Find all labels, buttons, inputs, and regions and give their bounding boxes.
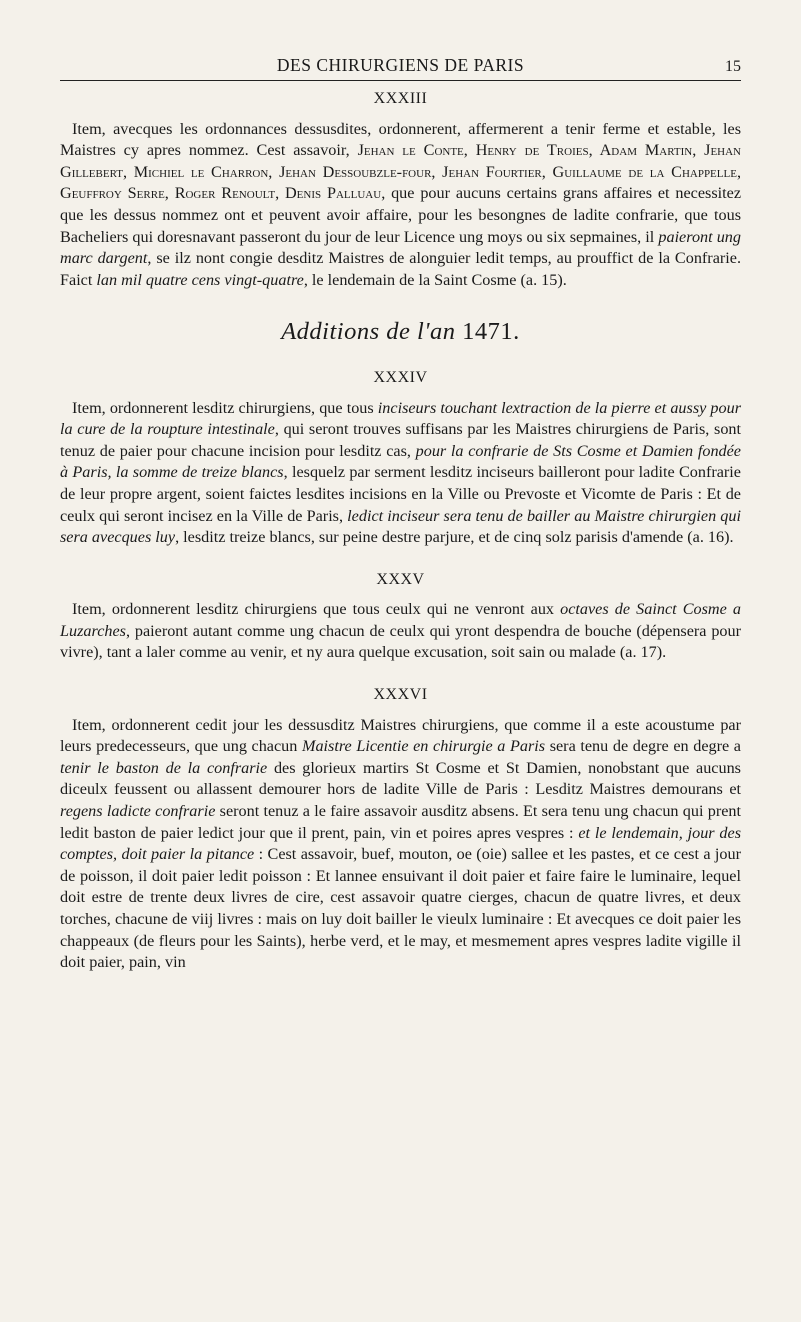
names-small-caps: Jehan le Conte, Henry de Troies, Adam Martin, Jehan Gillebert, Michiel le Charron, Jehan Dessoubzle-four, Jehan Fourtier, Guillaume de la Chappelle, Geuffroy Serre, Roger Renoult, Denis Palluau bbox=[60, 141, 741, 203]
italic-run: Maistre Licentie en chirurgie a Paris bbox=[301, 737, 546, 756]
running-head bbox=[60, 52, 741, 81]
italic-run: tenir le baston de la confrarie bbox=[60, 758, 268, 777]
text-run: seront tenuz a le faire assavoir ausditz absens. Et sera tenu ung chacun qui prent ledit baston de paier ledict jour que il prent, pain, vin et poires apres vespres : bbox=[60, 802, 741, 842]
section-number: XXXIV bbox=[373, 368, 428, 386]
section-paragraph bbox=[60, 398, 741, 549]
text-run: , se ilz nont congie desditz Maistres de alonguier ledit temps, au prouffict de la Confrarie. Faict bbox=[60, 249, 741, 289]
additions-heading bbox=[60, 318, 741, 346]
italic-run: inciseurs touchant lextraction de la pierre et aussy pour la cure de la roupture intestinale bbox=[60, 398, 741, 439]
section-number: XXXVI bbox=[373, 686, 428, 704]
text-run: , paieront autant comme ung chacun de ceulx qui yront despendra de bouche (dépensera pour vivre), tant a laler comme au venir, et ny aura quelque excusation, soit sain ou malade (a. 17). bbox=[60, 621, 741, 662]
page-number: 15 bbox=[725, 58, 741, 75]
text-run: , le lendemain de la Saint Cosme (a. 15). bbox=[303, 270, 567, 289]
page-body bbox=[60, 88, 741, 974]
italic-run: ledict inciseur sera tenu de bailler au Maistre chirurgien qui sera avecques luy bbox=[60, 506, 741, 547]
italic-run: et le lendemain, jour des comptes, doit paier la pitance bbox=[60, 823, 741, 864]
section-number: XXXIII bbox=[373, 90, 428, 107]
text-run: des glorieux martirs St Cosme et St Damien, nonobstant que aucuns diceulx feussent ou allassent demourer hors de ladite Ville de Paris : Lesditz Maistres demourans et bbox=[60, 758, 741, 799]
section-paragraph bbox=[60, 715, 741, 974]
text-run: sera tenu de degre en degre a bbox=[545, 737, 741, 756]
text-run: : Cest assavoir, buef, mouton, oe (oie) sallee et les pastes, et ce cest a jour de poisson, il doit paier ledit poisson : Et lannee ensuivant il doit paier et faire faire le luminaire, lequel doit estre de trente deux livres de cire, cest assavoir quatre cierges, chacun de quatre livres, et deux torches, chacune de viij livres : mais on luy doit bailler le vieulx luminaire : Et avecques ce doit paier les chappeaux (de fleurs pour les Saints), herbe verd, et le may, et mesmement apres vespres ladite vigille il doit paier, pain, vin bbox=[60, 845, 741, 972]
text-run: , que pour aucuns certains grans affaires et necessitez que les dessus nommez ont et peuvent avoir affaire, pour les besongnes de ladite confrarie, que tous Bacheliers qui doresnavant passeront du jour de leur Licence ung moys ou six sepmaines, il bbox=[60, 184, 742, 246]
additions-heading-year: 1471. bbox=[462, 318, 520, 346]
text-run: Item, ordonnerent cedit jour les dessusditz Maistres chirurgiens, que comme il a este acoustume par leurs predecesseurs, que ung chacun bbox=[60, 715, 741, 756]
running-title: DES CHIRURGIENS DE PARIS bbox=[276, 55, 525, 75]
italic-run: pour la confrarie de Sts Cosme et Damien fondée à Paris, la somme de treize blancs bbox=[60, 441, 741, 482]
additions-heading-label: Additions de l'an bbox=[281, 318, 456, 346]
italic-run: lan mil quatre cens vingt-quatre bbox=[96, 270, 304, 289]
text-run: Item, avecques les ordonnances dessusdites, ordonnerent, affermerent a tenir ferme et estable, les Maistres cy apres nommez. Cest assavoir, bbox=[60, 119, 741, 160]
italic-run: octaves de Sainct Cosme a Luzarches bbox=[60, 600, 742, 640]
section-paragraph bbox=[60, 119, 741, 292]
text-run: Item, ordonnerent lesditz chirurgiens, que tous bbox=[72, 398, 378, 417]
italic-run: regens ladicte confrarie bbox=[60, 802, 216, 821]
text-run: Item, ordonnerent lesditz chirurgiens que tous ceulx qui ne venront aux bbox=[72, 600, 561, 619]
italic-run: paieront ung marc dargent bbox=[60, 227, 741, 268]
text-run: , qui seront trouves suffisans par les Maistres chirurgiens de Paris, sont tenuz de paier pour chacune incision pour lesditz cas, bbox=[60, 420, 742, 460]
text-run: , lesquelz par serment lesditz inciseurs bailleront pour ladite Confrarie de leur propre argent, soient faictes lesdites incisions en la Ville ou Prevoste et Vicomte de Paris : Et de ceulx qui seront incisez en la Ville de Paris, bbox=[60, 463, 741, 525]
section-number: XXXV bbox=[376, 570, 425, 588]
text-run: , lesditz treize blancs, sur peine destre parjure, et de cinq solz parisis d'amende (a. 16). bbox=[175, 528, 734, 547]
section-paragraph bbox=[60, 599, 741, 664]
